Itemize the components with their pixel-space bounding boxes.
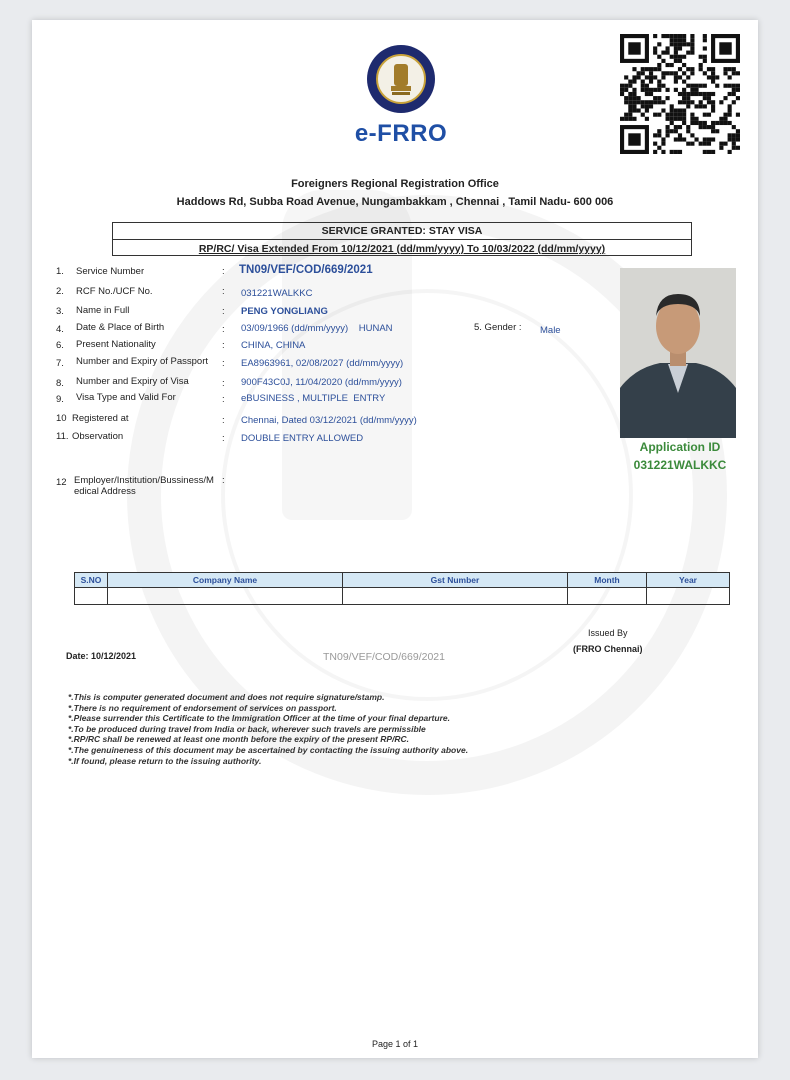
field-10-num: 10 — [56, 413, 67, 424]
issued-by-label: Issued By — [588, 628, 628, 638]
application-id-label: Application ID — [639, 440, 721, 454]
service-granted: SERVICE GRANTED: STAY VISA — [113, 223, 691, 240]
field-4-colon: : — [222, 324, 225, 335]
col-sno: S.NO — [75, 573, 108, 588]
table-header-row — [75, 573, 730, 588]
field-3-colon: : — [222, 306, 225, 317]
issue-date: Date: 10/12/2021 — [66, 651, 137, 661]
field-4-label: Date & Place of Birth — [76, 322, 165, 333]
field-12-label-cont: edical Address — [74, 486, 136, 497]
company-table — [74, 572, 730, 605]
field-3-label: Name in Full — [76, 305, 130, 316]
field-11-num: 11. — [56, 431, 69, 442]
col-company-name: Company Name — [108, 573, 343, 588]
gender-value: Male — [540, 325, 561, 336]
note-item: *.The genuineness of this document may be ascertained by contacting the issuing authority above. — [68, 744, 469, 755]
field-7-label: Number and Expiry of Passport — [76, 356, 209, 367]
note-item: *.To be produced during travel from India or back, wherever such travels are permissible — [68, 723, 426, 734]
nationality-value: CHINA, CHINA — [241, 340, 306, 351]
field-10-colon: : — [222, 415, 225, 426]
brand-title: e-FRRO — [354, 120, 448, 147]
rcf-no-value: 031221WALKKC — [241, 288, 313, 299]
note-item: *.If found, please return to the issuing authority. — [68, 755, 262, 766]
field-11-colon: : — [222, 433, 225, 444]
certificate-page — [32, 20, 758, 1058]
visa-type-value: eBUSINESS , MULTIPLE ENTRY — [241, 393, 386, 404]
note-item: *.Please surrender this Certificate to the Immigration Officer at the time of your final departure. — [68, 713, 450, 724]
field-9-num: 9. — [56, 394, 64, 405]
col-gst-number: Gst Number — [343, 573, 568, 588]
visa-value: 900F43C0J, 11/04/2020 (dd/mm/yyyy) — [241, 377, 402, 388]
registered-value: Chennai, Dated 03/12/2021 (dd/mm/yyyy) — [241, 415, 417, 426]
office-address: Haddows Rd, Subba Road Avenue, Nungambakkam , Chennai , Tamil Nadu- 600 006 — [176, 196, 614, 208]
service-number-value: TN09/VEF/COD/669/2021 — [239, 264, 373, 276]
applicant-photo — [620, 268, 736, 438]
page-number: Page 1 of 1 — [371, 1039, 419, 1049]
col-month: Month — [568, 573, 647, 588]
note-item: *.RP/RC shall be renewed at least one month before the expiry of the present RP/RC. — [68, 734, 410, 745]
field-12-label: Employer/Institution/Bussiness/M — [74, 475, 214, 486]
reference-number: TN09/VEF/COD/669/2021 — [323, 651, 445, 663]
notes-list — [68, 692, 468, 766]
passport-value: EA8963961, 02/08/2027 (dd/mm/yyyy) — [241, 358, 404, 369]
field-1-label: Service Number — [76, 266, 145, 277]
service-box — [112, 222, 692, 256]
bureau-of-immigration-logo — [366, 44, 436, 114]
field-2-colon: : — [222, 286, 225, 297]
field-1-colon: : — [222, 266, 225, 277]
field-2-num: 2. — [56, 286, 64, 297]
field-2-label: RCF No./UCF No. — [76, 286, 153, 297]
field-3-num: 3. — [56, 306, 64, 317]
field-9-label: Visa Type and Valid For — [76, 392, 176, 403]
field-8-colon: : — [222, 378, 225, 389]
visa-extended: RP/RC/ Visa Extended From 10/12/2021 (dd/mm/yyyy) To 10/03/2022 (dd/mm/yyyy) — [198, 243, 606, 255]
field-9-colon: : — [222, 394, 225, 405]
field-12-num: 12 — [56, 477, 67, 488]
field-8-num: 8. — [56, 378, 64, 389]
table-row — [75, 588, 730, 605]
field-12-colon: : — [222, 475, 225, 486]
name-value: PENG YONGLIANG — [241, 306, 328, 317]
qr-code — [620, 34, 740, 154]
field-11-label: Observation — [72, 431, 124, 442]
field-6-num: 6. — [56, 340, 64, 351]
field-1-num: 1. — [56, 266, 64, 277]
observation-value: DOUBLE ENTRY ALLOWED — [241, 433, 364, 444]
field-7-num: 7. — [56, 358, 64, 369]
application-id-value: 031221WALKKC — [633, 458, 727, 472]
field-7-colon: : — [222, 358, 225, 369]
col-year: Year — [647, 573, 730, 588]
gender-label: 5. Gender : — [474, 322, 522, 333]
field-10-label: Registered at — [72, 413, 129, 424]
note-item: *.This is computer generated document and does not require signature/stamp. — [68, 692, 385, 702]
note-item: *.There is no requirement of endorsement of services on passport. — [68, 702, 337, 713]
field-4-num: 4. — [56, 324, 64, 335]
issuing-authority: (FRRO Chennai) — [573, 644, 643, 654]
field-8-label: Number and Expiry of Visa — [76, 376, 189, 387]
birth-value: 03/09/1966 (dd/mm/yyyy) HUNAN — [241, 323, 393, 334]
office-title: Foreigners Regional Registration Office — [291, 178, 499, 190]
field-6-colon: : — [222, 340, 225, 351]
field-6-label: Present Nationality — [76, 339, 156, 350]
